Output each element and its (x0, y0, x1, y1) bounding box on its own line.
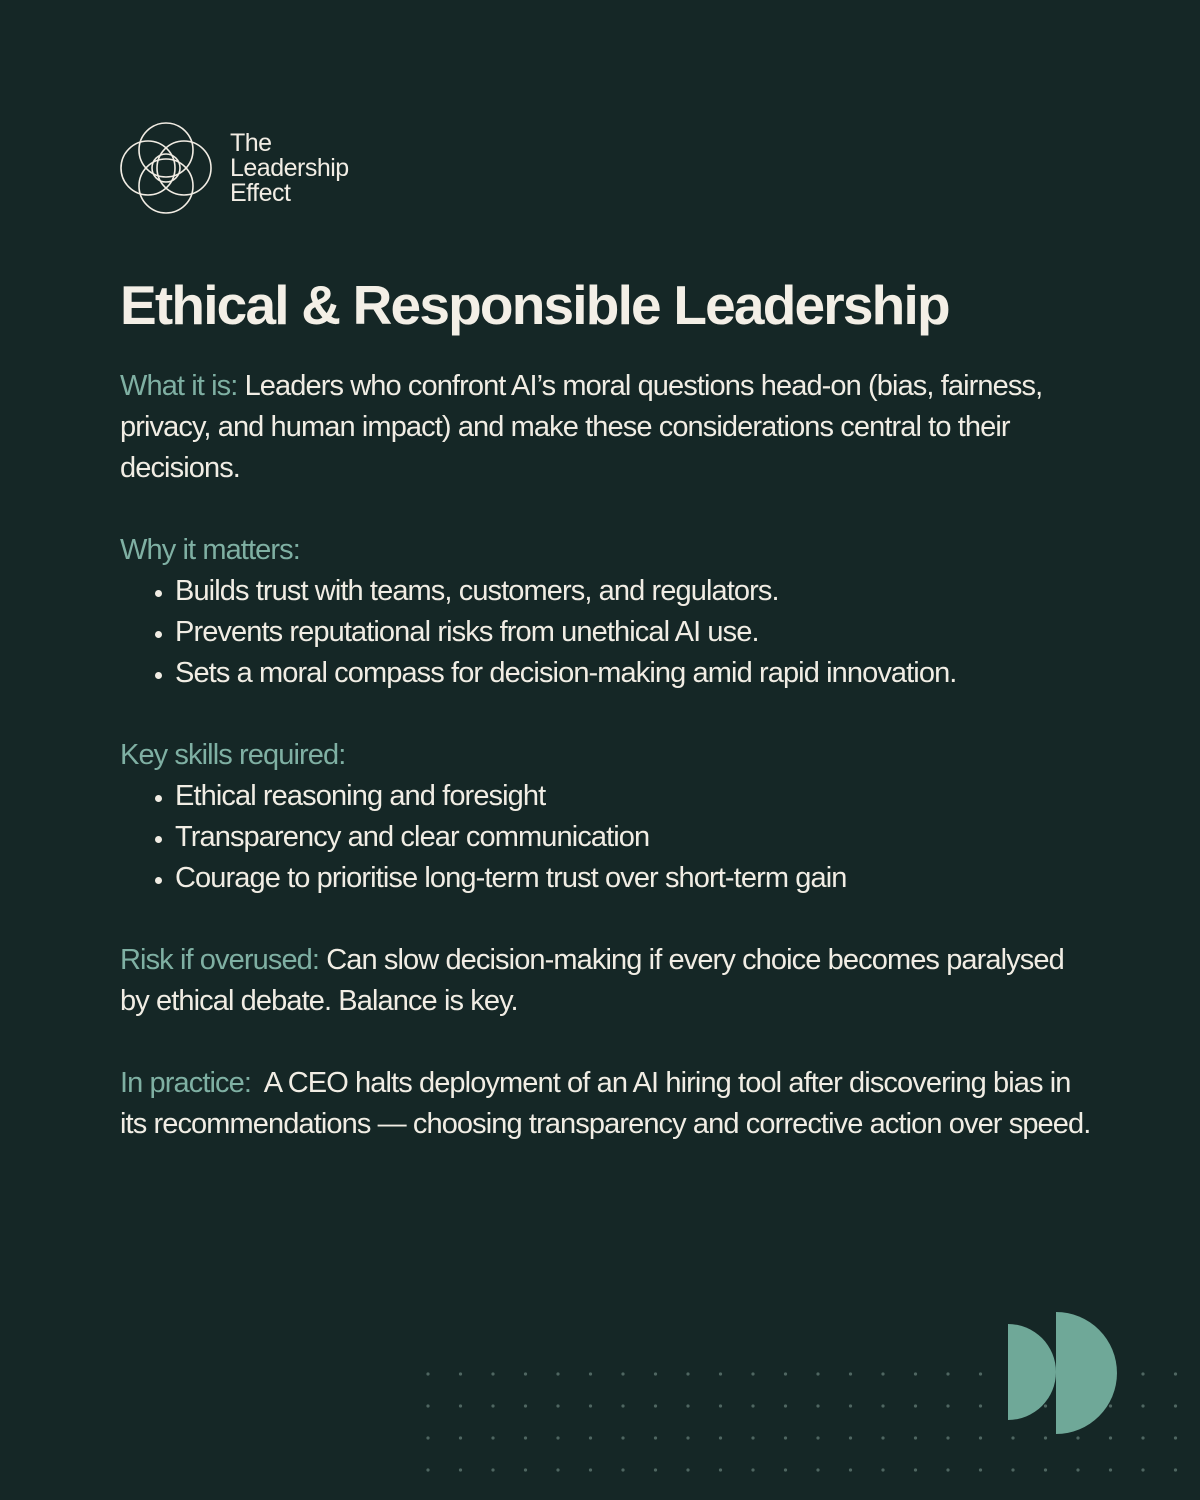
grid-dot (914, 1404, 917, 1407)
grid-dot (719, 1404, 722, 1407)
grid-dot (881, 1372, 884, 1375)
list-item: • Transparency and clear communication (175, 817, 1095, 858)
practice-label: In practice: (120, 1067, 252, 1099)
list-item: • Prevents reputational risks from unethical AI use. (175, 612, 1095, 653)
grid-dot (426, 1468, 429, 1471)
grid-dot (654, 1468, 657, 1471)
grid-dot (491, 1404, 494, 1407)
grid-dot (751, 1372, 754, 1375)
page-title: Ethical & Responsible Leadership (120, 274, 949, 336)
grid-dot (719, 1436, 722, 1439)
grid-dot (654, 1436, 657, 1439)
interlocking-circles-logo-icon (118, 120, 214, 216)
grid-dot (849, 1372, 852, 1375)
grid-dot (751, 1404, 754, 1407)
grid-dot (979, 1468, 982, 1471)
grid-dot (556, 1468, 559, 1471)
half-circle-shapes-icon (1006, 1312, 1121, 1434)
grid-dot (881, 1468, 884, 1471)
grid-dot (1174, 1436, 1177, 1439)
what-it-is-text: Leaders who confront AI’s moral questions head-on (bias, fairness, privacy, and human impact) and make these considerations central to their decisions. (120, 370, 1043, 484)
grid-dot (459, 1372, 462, 1375)
list-item: • Ethical reasoning and foresight (175, 776, 1095, 817)
grid-dot (1076, 1436, 1079, 1439)
grid-dot (1174, 1468, 1177, 1471)
what-it-is-label: What it is: (120, 370, 238, 402)
main-content (120, 366, 1095, 1186)
grid-dot (621, 1468, 624, 1471)
grid-dot (849, 1404, 852, 1407)
brand-line-1: The (230, 128, 272, 157)
grid-dot (946, 1372, 949, 1375)
grid-dot (589, 1468, 592, 1471)
grid-dot (491, 1436, 494, 1439)
grid-dot (946, 1404, 949, 1407)
grid-dot (589, 1372, 592, 1375)
list-item: • Sets a moral compass for decision-making amid rapid innovation. (175, 653, 1095, 694)
brand-line-2: Leadership (230, 153, 349, 182)
key-skills-label: Key skills required: (120, 739, 346, 771)
grid-dot (1174, 1404, 1177, 1407)
grid-dot (524, 1372, 527, 1375)
what-it-is-section (120, 366, 1095, 489)
grid-dot (556, 1436, 559, 1439)
grid-dot (914, 1436, 917, 1439)
grid-dot (1011, 1468, 1014, 1471)
practice-section (120, 1063, 1095, 1145)
grid-dot (459, 1404, 462, 1407)
risk-label: Risk if overused: (120, 944, 320, 976)
grid-dot (881, 1436, 884, 1439)
key-skills-list (120, 776, 1095, 899)
list-item: • Courage to prioritise long-term trust over short-term gain (175, 858, 1095, 899)
grid-dot (946, 1468, 949, 1471)
grid-dot (816, 1468, 819, 1471)
grid-dot (686, 1468, 689, 1471)
brand-logo (118, 120, 349, 216)
list-item: • Builds trust with teams, customers, and regulators. (175, 571, 1095, 612)
grid-dot (524, 1468, 527, 1471)
risk-text: Can slow decision-making if every choice becomes paralysed by ethical debate. Balance is key. (120, 944, 1064, 1017)
grid-dot (491, 1468, 494, 1471)
risk-section (120, 940, 1095, 1022)
grid-dot (849, 1468, 852, 1471)
grid-dot (1109, 1468, 1112, 1471)
grid-dot (524, 1436, 527, 1439)
grid-dot (784, 1468, 787, 1471)
brand-name (230, 128, 349, 207)
grid-dot (621, 1436, 624, 1439)
grid-dot (589, 1404, 592, 1407)
grid-dot (849, 1436, 852, 1439)
why-it-matters-label: Why it matters: (120, 534, 300, 566)
grid-dot (459, 1468, 462, 1471)
grid-dot (654, 1372, 657, 1375)
grid-dot (979, 1372, 982, 1375)
grid-dot (1109, 1436, 1112, 1439)
grid-dot (751, 1468, 754, 1471)
brand-line-3: Effect (230, 178, 291, 207)
grid-dot (784, 1404, 787, 1407)
grid-dot (1174, 1372, 1177, 1375)
grid-dot (426, 1404, 429, 1407)
grid-dot (816, 1372, 819, 1375)
grid-dot (556, 1404, 559, 1407)
grid-dot (491, 1372, 494, 1375)
grid-dot (1141, 1404, 1144, 1407)
grid-dot (426, 1436, 429, 1439)
grid-dot (979, 1404, 982, 1407)
grid-dot (686, 1436, 689, 1439)
grid-dot (426, 1372, 429, 1375)
why-it-matters-list (120, 571, 1095, 694)
grid-dot (1044, 1436, 1047, 1439)
grid-dot (719, 1468, 722, 1471)
grid-dot (816, 1436, 819, 1439)
grid-dot (556, 1372, 559, 1375)
grid-dot (914, 1468, 917, 1471)
grid-dot (784, 1436, 787, 1439)
grid-dot (1011, 1436, 1014, 1439)
grid-dot (1044, 1468, 1047, 1471)
grid-dot (979, 1436, 982, 1439)
grid-dot (1141, 1372, 1144, 1375)
grid-dot (784, 1372, 787, 1375)
grid-dot (751, 1436, 754, 1439)
grid-dot (621, 1372, 624, 1375)
grid-dot (881, 1404, 884, 1407)
grid-dot (654, 1404, 657, 1407)
grid-dot (686, 1404, 689, 1407)
grid-dot (621, 1404, 624, 1407)
grid-dot (686, 1372, 689, 1375)
grid-dot (1076, 1468, 1079, 1471)
grid-dot (946, 1436, 949, 1439)
grid-dot (914, 1372, 917, 1375)
practice-text: A CEO halts deployment of an AI hiring tool after discovering bias in its recommendations — choosing transparency and corrective action over speed. (120, 1067, 1091, 1140)
grid-dot (1141, 1468, 1144, 1471)
grid-dot (816, 1404, 819, 1407)
grid-dot (524, 1404, 527, 1407)
grid-dot (459, 1436, 462, 1439)
grid-dot (1141, 1436, 1144, 1439)
grid-dot (589, 1436, 592, 1439)
grid-dot (719, 1372, 722, 1375)
